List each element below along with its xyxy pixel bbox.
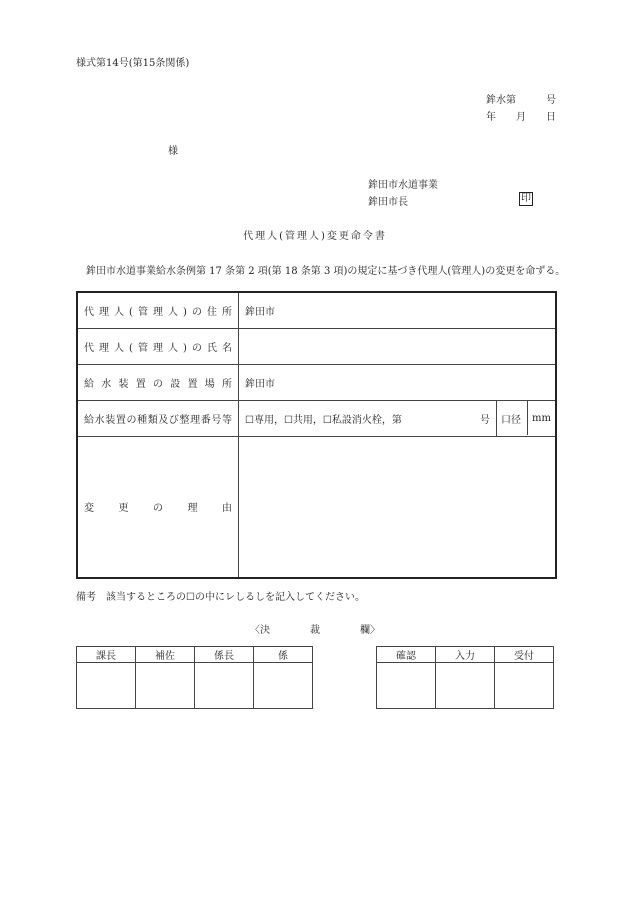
table-row [77, 328, 556, 364]
install-location-value[interactable]: 鉾田市 [239, 364, 557, 400]
form-number: 様式第14号(第15条関係) [76, 58, 190, 69]
approval-header: 補佐 [136, 647, 195, 663]
document-date: 年 月 日 [486, 112, 556, 123]
agent-name-label: 代理人(管理人)の氏名 [77, 328, 239, 364]
document-title: 代理人(管理人)変更命令書 [243, 231, 387, 242]
agent-address-value[interactable]: 鉾田市 [239, 292, 557, 328]
approval-table-right [376, 646, 554, 709]
change-order-table [76, 291, 557, 579]
issuer-organization: 鉾田市水道事業 [368, 180, 438, 191]
approval-stamp-cell[interactable] [77, 663, 136, 709]
approval-header: 係 [254, 647, 313, 663]
install-location-label: 給水装置の設置場所 [77, 364, 239, 400]
approval-header: 確認 [377, 647, 436, 663]
change-reason-label: 変更の理由 [77, 436, 239, 578]
issuer-title: 鉾田市長 [368, 197, 408, 208]
device-type-label: 給水装置の種類及び整理番号等 [77, 400, 239, 436]
approval-header: 係長 [195, 647, 254, 663]
seal-mark [519, 192, 533, 206]
approval-stamp-cell[interactable] [136, 663, 195, 709]
remarks: 備考 該当するところの☐の中にレしるしを記入してください。 [76, 592, 365, 603]
approval-stamp-cell[interactable] [195, 663, 254, 709]
document-number: 鉾水第 号 [486, 95, 556, 106]
addressee-suffix: 様 [168, 146, 178, 157]
table-row [77, 364, 556, 400]
approval-stamp-cell[interactable] [495, 663, 554, 709]
agent-name-value[interactable] [239, 328, 557, 364]
approval-header: 入力 [436, 647, 495, 663]
table-row [77, 436, 556, 578]
table-row [77, 292, 556, 328]
body-text: 鉾田市水道事業給水条例第 17 条第 2 項(第 18 条第 3 項)の規定に基づき代理人(管理人)の変更を命ずる。 [86, 266, 566, 277]
diameter-cell [497, 400, 557, 436]
agent-address-label: 代理人(管理人)の住所 [77, 292, 239, 328]
seal-text: 印 [521, 193, 531, 204]
diameter-label: 口径 [497, 401, 528, 435]
approval-stamp-cell[interactable] [254, 663, 313, 709]
kessai-title: 〈決 裁 欄〉 [250, 625, 380, 636]
device-number-suffix: 号 [474, 400, 497, 436]
table-row [77, 400, 556, 436]
approval-header: 課長 [77, 647, 136, 663]
approval-stamp-cell[interactable] [377, 663, 436, 709]
approval-table-left [76, 646, 313, 709]
approval-header: 受付 [495, 647, 554, 663]
approval-stamp-cell[interactable] [436, 663, 495, 709]
diameter-unit: mm [532, 412, 551, 424]
change-reason-value[interactable] [239, 436, 557, 578]
device-type-options[interactable]: ☐専用，☐共用，☐私設消火栓，第 [239, 400, 475, 436]
